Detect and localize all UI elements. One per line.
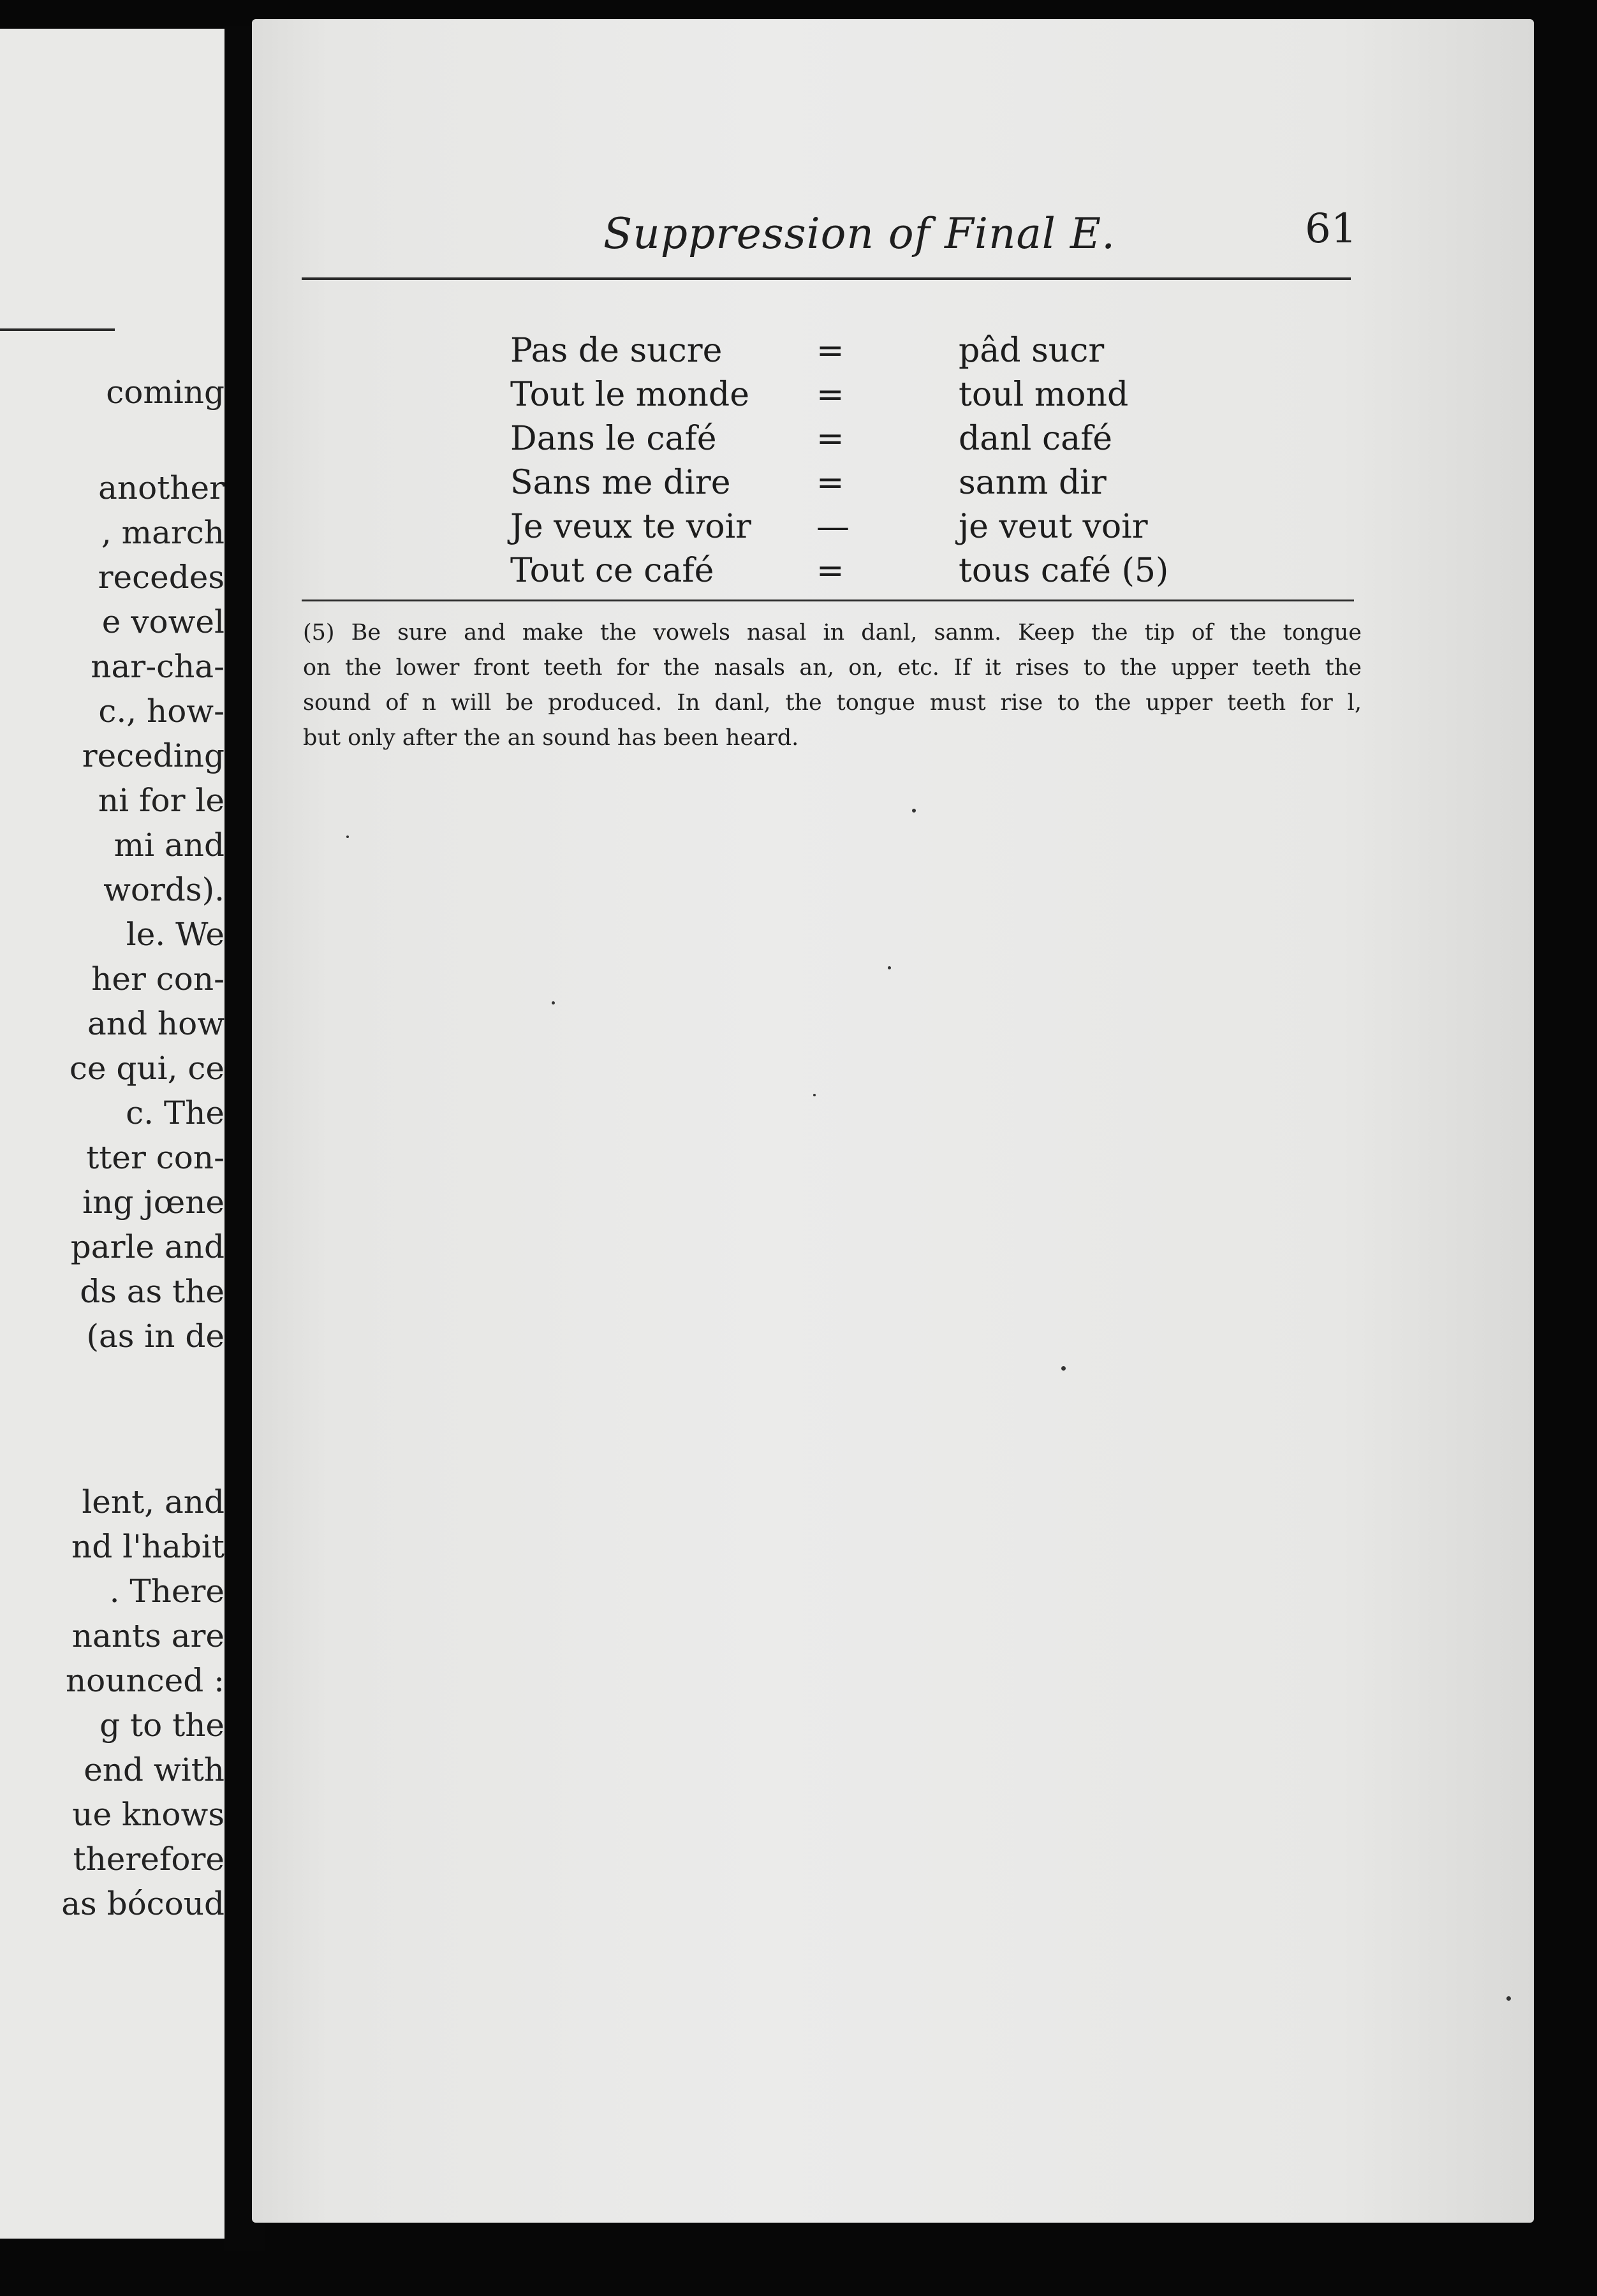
facing-page-line: tter con- [86,1139,224,1176]
phonetic-spelling: tous café (5) [959,552,1169,590]
footnote-rule [302,600,1354,601]
equals-sign: = [816,464,844,502]
facing-page-line: words). [103,871,224,908]
equals-sign: — [816,508,850,546]
example-row [0,504,1597,549]
facing-page-line: e vowel [101,603,224,640]
facing-page-line: ds as the [80,1273,224,1310]
equals-sign: = [816,376,844,414]
example-row [0,416,1597,461]
facing-page-line: (as in de [86,1318,224,1355]
facing-page-line: c., how- [98,693,224,730]
facing-page-line: . There [109,1573,224,1610]
phonetic-spelling: sanm dir [959,464,1107,502]
equals-sign: = [816,332,844,370]
facing-page-line: ing jœne [82,1184,224,1221]
facing-page-line: le. We [126,916,224,953]
page-number: 61 [1305,205,1357,253]
footnote-line: sound of n will be produced. In danl, the tongue must rise to the upper teeth for l, [303,690,1362,716]
footnote [303,615,1362,756]
facing-page-line: c. The [126,1094,224,1131]
french-phrase: Pas de sucre [510,332,723,370]
paper-speck [813,1094,816,1096]
facing-page-line: end with [84,1751,224,1788]
french-phrase: Sans me dire [510,464,731,502]
paper-speck [888,966,891,969]
facing-page-line: g to the [99,1707,224,1744]
footnote-line: (5) Be sure and make the vowels nasal in danl, sanm. Keep the tip of the tongue [303,620,1362,645]
french-phrase: Je veux te voir [510,508,752,546]
facing-page-line: and how [87,1005,224,1042]
example-row [0,328,1597,373]
paper-speck [552,1001,555,1004]
facing-page-line: , march [101,514,224,551]
phonetic-spelling: danl café [959,420,1113,458]
facing-page-line: as bócoud [61,1885,224,1922]
facing-page-line: receding [82,737,224,774]
french-phrase: Dans le café [510,420,717,458]
facing-page-line: parle and [70,1228,224,1265]
paper-speck [912,809,916,813]
equals-sign: = [816,420,844,458]
french-phrase: Tout ce café [510,552,714,590]
facing-page-line: ue knows [72,1796,224,1833]
facing-page-line: nants are [71,1617,224,1654]
footnote-line: but only after the an sound has been heard. [303,725,799,751]
phonetic-spelling: pâd sucr [959,332,1105,370]
example-row [0,460,1597,505]
facing-page-line: nar-cha- [91,648,224,685]
example-row [0,372,1597,417]
facing-page-line: mi and [114,827,224,864]
phonetic-spelling: je veut voir [959,508,1148,546]
paper-speck [346,835,349,838]
paper-speck [1506,1996,1511,2001]
french-phrase: Tout le monde [510,376,749,414]
facing-page-line: therefore [73,1841,224,1878]
facing-page-line: recedes [98,559,224,596]
facing-page-line: nd l'habit [71,1528,224,1565]
footnote-line: on the lower front teeth for the nasals an, on, etc. If it rises to the upper teeth the [303,655,1362,681]
facing-page-line: lent, and [82,1483,224,1520]
example-row [0,548,1597,593]
facing-page-line: coming [106,374,224,411]
facing-page-line: her con- [91,960,224,997]
paper-speck [1061,1366,1066,1371]
facing-page-line: another [98,469,224,506]
equals-sign: = [816,552,844,590]
running-title: Suppression of Final E. [603,209,1116,258]
header-rule [302,277,1351,280]
facing-page-line: ce qui, ce [69,1050,224,1087]
facing-page-line: ni for le [98,782,224,819]
phonetic-spelling: toul mond [959,376,1129,414]
facing-page-line: nounced : [65,1662,224,1699]
